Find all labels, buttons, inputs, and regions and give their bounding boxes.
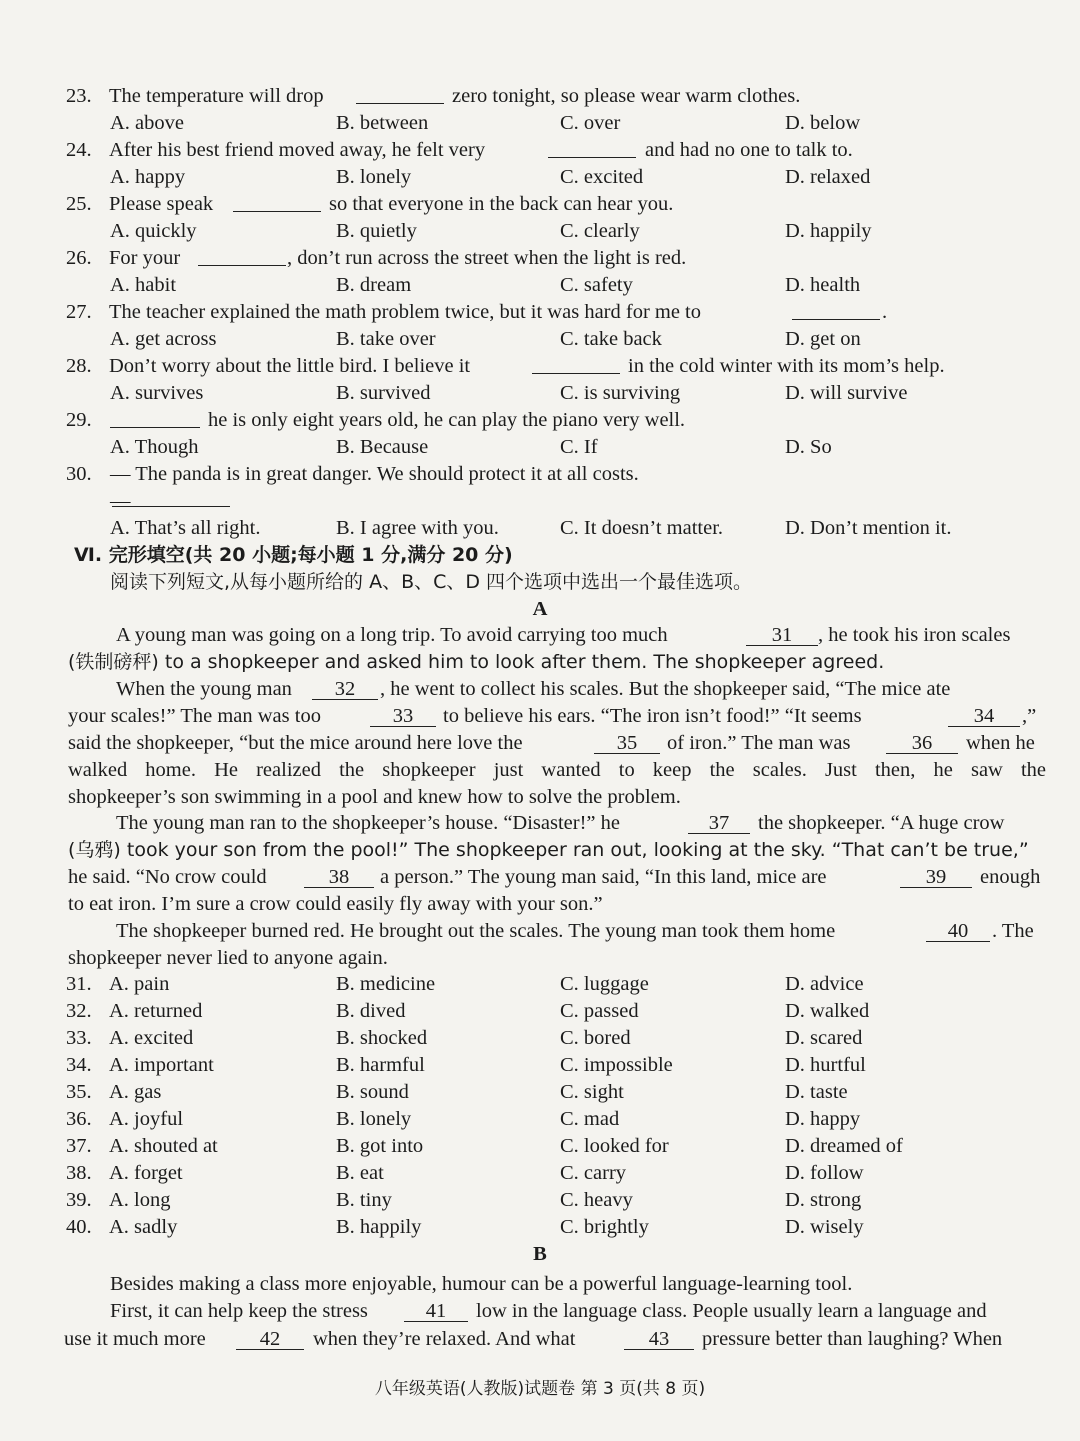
option-a[interactable]: A. forget	[109, 1162, 183, 1184]
option-c[interactable]: C. sight	[560, 1081, 624, 1103]
question-24	[0, 137, 1080, 164]
question-stem: The temperature will drop	[109, 85, 324, 107]
blank-38[interactable]: 38	[304, 867, 374, 888]
blank-39[interactable]: 39	[900, 867, 972, 888]
instruction-text: 阅读下列短文,从每小题所给的 A、B、C、D 四个选项中选出一个最佳选项。	[110, 571, 753, 593]
answer-blank[interactable]	[356, 83, 444, 104]
passage-a-line	[0, 622, 1080, 649]
option-b[interactable]: B. harmful	[336, 1054, 425, 1076]
option-d[interactable]: D. walked	[785, 1000, 870, 1022]
cloze-options-40	[0, 1214, 1080, 1241]
blank-41[interactable]: 41	[404, 1301, 468, 1322]
text: The young man ran to the shopkeeper’s house. “Disaster!” he	[116, 812, 620, 834]
option-b[interactable]: B. survived	[336, 382, 431, 404]
text: , he went to collect his scales. But the shopkeeper said, “The mice ate	[380, 678, 951, 700]
option-d[interactable]: D. hurtful	[785, 1054, 866, 1076]
cloze-options-36	[0, 1106, 1080, 1133]
passage-a-line	[0, 945, 1080, 972]
blank-33[interactable]: 33	[370, 706, 436, 727]
question-number: 24.	[66, 139, 92, 161]
option-c[interactable]: C. heavy	[560, 1189, 633, 1211]
option-c[interactable]: C. If	[560, 436, 598, 458]
text: he said. “No crow could	[68, 866, 267, 888]
passage-b-line	[0, 1271, 1080, 1298]
text: enough	[980, 866, 1041, 888]
text: said the shopkeeper, “but the mice around here love the	[68, 732, 523, 754]
option-a[interactable]: A. pain	[109, 973, 170, 995]
cloze-options-33	[0, 1025, 1080, 1052]
passage-a-line	[0, 918, 1080, 945]
option-d[interactable]: D. health	[785, 274, 861, 296]
question-number: 25.	[66, 193, 92, 215]
blank-42[interactable]: 42	[236, 1329, 304, 1350]
text: (乌鸦) took your son from the pool!” The shopkeeper ran out, looking at the sky. “That can’t be true,”	[68, 839, 1029, 861]
option-c[interactable]: C. safety	[560, 274, 633, 296]
passage-a-line	[0, 864, 1080, 891]
option-d[interactable]: D. scared	[785, 1027, 863, 1049]
option-b[interactable]: B. medicine	[336, 973, 436, 995]
answer-blank[interactable]	[198, 245, 286, 266]
option-d[interactable]: D. dreamed of	[785, 1135, 903, 1157]
option-a[interactable]: A. Though	[110, 436, 199, 458]
question-stem: For your	[109, 247, 181, 269]
options-29	[0, 434, 1080, 461]
text: a person.” The young man said, “In this land, mice are	[380, 866, 827, 888]
question-stem-end: in the cold winter with its mom’s help.	[628, 355, 945, 377]
passage-b-label: B	[533, 1243, 547, 1265]
text: walked home. He realized the shopkeeper just wanted to keep the scales. Just then, he saw the	[68, 759, 1046, 781]
option-d[interactable]: D. strong	[785, 1189, 862, 1211]
option-c[interactable]: C. take back	[560, 328, 662, 350]
section-title: Ⅵ. 完形填空(共 20 小题;每小题 1 分,满分 20 分)	[74, 544, 513, 566]
option-c[interactable]: C. passed	[560, 1000, 639, 1022]
question-30-reply	[0, 488, 1080, 515]
page-footer: 八年级英语(人教版)试题卷 第 3 页(共 8 页)	[374, 1379, 706, 1399]
option-d[interactable]: D. Don’t mention it.	[785, 517, 952, 539]
passage-a-line	[0, 891, 1080, 918]
text: when he	[966, 732, 1035, 754]
question-stem: — The panda is in great danger. We should protect it at all costs.	[110, 463, 639, 485]
option-a[interactable]: A. shouted at	[109, 1135, 218, 1157]
question-number: 40.	[66, 1216, 92, 1238]
passage-a-line	[0, 757, 1080, 784]
text: (铁制磅秤) to a shopkeeper and asked him to look after them. The shopkeeper agreed.	[68, 651, 885, 673]
question-number: 28.	[66, 355, 92, 377]
passage-b-heading	[0, 1241, 1080, 1268]
option-a[interactable]: A. returned	[109, 1000, 203, 1022]
option-d[interactable]: D. get on	[785, 328, 861, 350]
question-number: 37.	[66, 1135, 92, 1157]
option-a[interactable]: A. That’s all right.	[110, 517, 261, 539]
cloze-options-34	[0, 1052, 1080, 1079]
option-d[interactable]: D. will survive	[785, 382, 908, 404]
answer-blank[interactable]	[110, 407, 200, 428]
option-d[interactable]: D. So	[785, 436, 832, 458]
text: to eat iron. I’m sure a crow could easily fly away with your son.”	[68, 893, 603, 915]
blank-34[interactable]: 34	[948, 706, 1020, 727]
question-stem-end: zero tonight, so please wear warm clothes.	[452, 85, 801, 107]
answer-blank[interactable]	[112, 486, 230, 507]
question-number: 38.	[66, 1162, 92, 1184]
text: low in the language class. People usually learn a language and	[476, 1300, 987, 1322]
question-stem-end: and had no one to talk to.	[645, 139, 853, 161]
question-number: 30.	[66, 463, 92, 485]
text: when they’re relaxed. And what	[313, 1328, 576, 1350]
option-c[interactable]: C. carry	[560, 1162, 627, 1184]
option-b[interactable]: B. lonely	[336, 1108, 412, 1130]
passage-a-line	[0, 703, 1080, 730]
question-25	[0, 191, 1080, 218]
passage-a-line	[0, 730, 1080, 757]
option-a[interactable]: A. excited	[109, 1027, 194, 1049]
option-c[interactable]: C. mad	[560, 1108, 620, 1130]
question-28	[0, 353, 1080, 380]
option-a[interactable]: A. happy	[110, 166, 186, 188]
question-stem-end: so that everyone in the back can hear you.	[329, 193, 674, 215]
option-c[interactable]: C. looked for	[560, 1135, 669, 1157]
option-b[interactable]: B. between	[336, 112, 429, 134]
passage-b-line	[0, 1326, 1080, 1353]
passage-a-line	[0, 837, 1080, 864]
option-c[interactable]: C. impossible	[560, 1054, 673, 1076]
option-a[interactable]: A. get across	[110, 328, 217, 350]
option-b[interactable]: B. eat	[336, 1162, 384, 1184]
text: The shopkeeper burned red. He brought out the scales. The young man took them home	[116, 920, 836, 942]
options-28	[0, 380, 1080, 407]
answer-blank[interactable]	[792, 299, 880, 320]
question-number: 35.	[66, 1081, 92, 1103]
text: use it much more	[64, 1328, 206, 1350]
option-c[interactable]: C. bored	[560, 1027, 631, 1049]
question-number: 33.	[66, 1027, 92, 1049]
cloze-options-37	[0, 1133, 1080, 1160]
option-a[interactable]: A. survives	[110, 382, 204, 404]
question-number: 36.	[66, 1108, 92, 1130]
cloze-options-39	[0, 1187, 1080, 1214]
option-b[interactable]: B. tiny	[336, 1189, 392, 1211]
option-c[interactable]: C. is surviving	[560, 382, 681, 404]
text: A young man was going on a long trip. To avoid carrying too much	[116, 624, 668, 646]
option-c[interactable]: C. brightly	[560, 1216, 649, 1238]
cloze-options-35	[0, 1079, 1080, 1106]
option-a[interactable]: A. above	[110, 112, 185, 134]
question-30	[0, 461, 1080, 488]
cloze-options-31	[0, 971, 1080, 998]
question-number: 34.	[66, 1054, 92, 1076]
option-a[interactable]: A. sadly	[109, 1216, 178, 1238]
option-a[interactable]: A. joyful	[109, 1108, 184, 1130]
option-b[interactable]: B. sound	[336, 1081, 409, 1103]
options-25	[0, 218, 1080, 245]
options-23	[0, 110, 1080, 137]
answer-blank[interactable]	[233, 191, 321, 212]
passage-b-line	[0, 1298, 1080, 1325]
text: . The	[992, 920, 1034, 942]
option-d[interactable]: D. follow	[785, 1162, 864, 1184]
answer-blank[interactable]	[548, 137, 636, 158]
text: pressure better than laughing? When	[702, 1328, 1003, 1350]
option-b[interactable]: B. Because	[336, 436, 429, 458]
cloze-options-32	[0, 998, 1080, 1025]
option-d[interactable]: D. happily	[785, 220, 872, 242]
passage-a-heading	[0, 596, 1080, 623]
text: the shopkeeper. “A huge crow	[758, 812, 1005, 834]
option-b[interactable]: B. lonely	[336, 166, 412, 188]
option-c[interactable]: C. over	[560, 112, 621, 134]
text: shopkeeper’s son swimming in a pool and knew how to solve the problem.	[68, 786, 681, 808]
blank-37[interactable]: 37	[688, 813, 750, 834]
passage-a-label: A	[532, 598, 548, 620]
question-stem: The teacher explained the math problem twice, but it was hard for me to	[109, 301, 702, 323]
option-d[interactable]: D. advice	[785, 973, 864, 995]
answer-blank[interactable]	[532, 353, 620, 374]
option-b[interactable]: B. quietly	[336, 220, 417, 242]
text: of iron.” The man was	[667, 732, 851, 754]
passage-a-line	[0, 676, 1080, 703]
question-number: 23.	[66, 85, 92, 107]
option-d[interactable]: D. happy	[785, 1108, 861, 1130]
options-24	[0, 164, 1080, 191]
option-a[interactable]: A. gas	[109, 1081, 162, 1103]
options-26	[0, 272, 1080, 299]
question-stem-end: .	[882, 301, 888, 323]
option-c[interactable]: C. clearly	[560, 220, 640, 242]
text: shopkeeper never lied to anyone again.	[68, 947, 388, 969]
option-d[interactable]: D. below	[785, 112, 861, 134]
section-instruction	[0, 569, 1080, 596]
blank-31[interactable]: 31	[746, 625, 818, 646]
question-stem: Don’t worry about the little bird. I believe it	[109, 355, 471, 377]
option-a[interactable]: A. important	[109, 1054, 214, 1076]
cloze-options-38	[0, 1160, 1080, 1187]
question-number: 27.	[66, 301, 92, 323]
section-heading	[0, 542, 1080, 569]
text: First, it can help keep the stress	[110, 1300, 368, 1322]
blank-36[interactable]: 36	[886, 733, 958, 754]
question-stem: After his best friend moved away, he felt very	[109, 139, 486, 161]
passage-a-line	[0, 649, 1080, 676]
option-b[interactable]: B. I agree with you.	[336, 517, 499, 539]
option-a[interactable]: A. quickly	[110, 220, 197, 242]
question-27	[0, 299, 1080, 326]
options-30	[0, 515, 1080, 542]
blank-40[interactable]: 40	[926, 921, 990, 942]
reply-dash: —	[110, 490, 131, 512]
question-stem-end: he is only eight years old, he can play the piano very well.	[208, 409, 686, 431]
text: to believe his ears. “The iron isn’t food!” “It seems	[443, 705, 862, 727]
option-d[interactable]: D. wisely	[785, 1216, 864, 1238]
blank-43[interactable]: 43	[624, 1329, 694, 1350]
question-26	[0, 245, 1080, 272]
blank-35[interactable]: 35	[594, 733, 660, 754]
question-23	[0, 83, 1080, 110]
option-b[interactable]: B. shocked	[336, 1027, 428, 1049]
options-27	[0, 326, 1080, 353]
passage-a-line	[0, 810, 1080, 837]
text: Besides making a class more enjoyable, humour can be a powerful language-learning tool.	[110, 1273, 853, 1295]
question-stem: Please speak	[109, 193, 214, 215]
option-c[interactable]: C. excited	[560, 166, 644, 188]
blank-32[interactable]: 32	[312, 679, 378, 700]
text: When the young man	[116, 678, 292, 700]
question-stem-end: , don’t run across the street when the light is red.	[287, 247, 687, 269]
text: , he took his iron scales	[818, 624, 1011, 646]
option-b[interactable]: B. dived	[336, 1000, 406, 1022]
question-number: 26.	[66, 247, 92, 269]
question-number: 39.	[66, 1189, 92, 1211]
option-b[interactable]: B. dream	[336, 274, 412, 296]
question-number: 32.	[66, 1000, 92, 1022]
option-a[interactable]: A. long	[109, 1189, 171, 1211]
question-29	[0, 407, 1080, 434]
text: your scales!” The man was too	[68, 705, 321, 727]
text: ,”	[1022, 705, 1037, 727]
option-d[interactable]: D. taste	[785, 1081, 848, 1103]
passage-a-line	[0, 784, 1080, 811]
option-b[interactable]: B. got into	[336, 1135, 424, 1157]
option-b[interactable]: B. happily	[336, 1216, 422, 1238]
option-d[interactable]: D. relaxed	[785, 166, 871, 188]
option-c[interactable]: C. It doesn’t matter.	[560, 517, 724, 539]
option-b[interactable]: B. take over	[336, 328, 436, 350]
option-c[interactable]: C. luggage	[560, 973, 649, 995]
question-number: 31.	[66, 973, 92, 995]
option-a[interactable]: A. habit	[110, 274, 177, 296]
question-number: 29.	[66, 409, 92, 431]
